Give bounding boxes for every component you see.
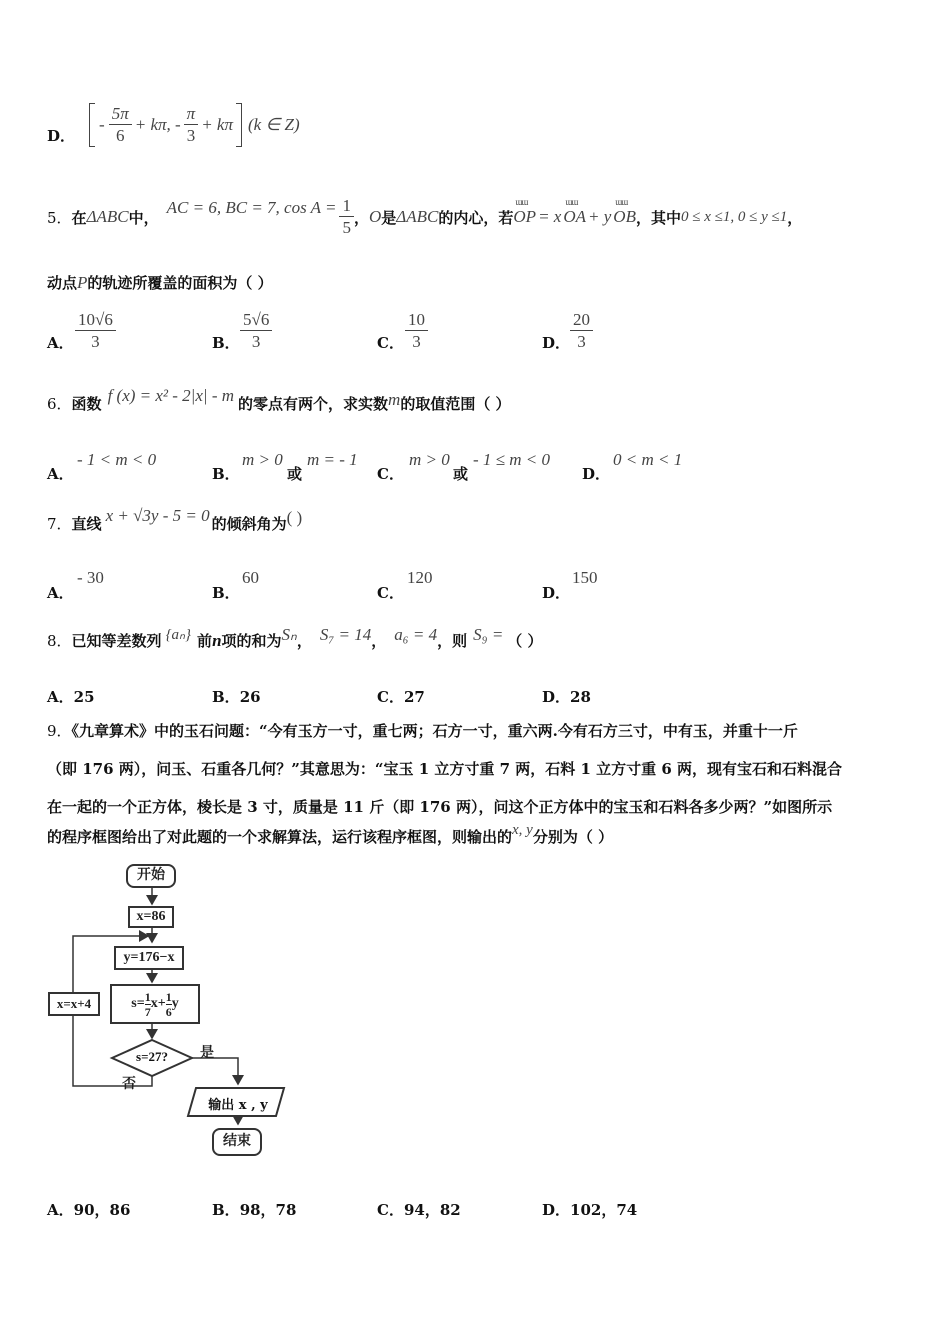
q5-options — [47, 310, 747, 362]
q5-text: 的内心，若 — [438, 208, 514, 227]
q5-text: 是 — [381, 208, 397, 227]
flowchart-output: 输出 x , y — [208, 1098, 268, 1113]
q5-given: AC = 6, BC = 7, cos A = — [166, 198, 337, 217]
flowchart-yes-label: 是 — [200, 1045, 214, 1061]
q8-sn: Sₙ — [281, 624, 297, 644]
q5-option-b-label: B． — [212, 334, 240, 352]
flowchart-y-assign: y=176−x — [114, 946, 184, 970]
q7-option-a-label: A． — [47, 584, 74, 602]
q8-n: n — [212, 630, 222, 650]
q7-options — [47, 568, 767, 604]
q9-options — [47, 1199, 767, 1219]
q5-stem-line2 — [47, 272, 273, 293]
q8-options — [47, 686, 767, 706]
flowchart-end: 结束 — [212, 1128, 262, 1156]
q4-condition: (k ∈ Z) — [248, 115, 300, 134]
q7-stem — [47, 505, 303, 534]
q6-stem — [47, 385, 511, 414]
q5-option-a — [75, 310, 116, 353]
q4-mid: + kπ, - — [134, 115, 181, 134]
q5-p: P — [77, 272, 88, 292]
q7-text: 直线 — [71, 515, 102, 533]
q6-option-c-label: C． — [377, 465, 404, 483]
q8-text: 已知等差数列 — [71, 632, 162, 650]
q7-option-c-label: C． — [377, 584, 404, 602]
q5-text: 中， — [128, 208, 159, 227]
q6-option-c-part1: m > 0 — [409, 450, 450, 469]
q5-option-a-num: 10√6 — [75, 310, 116, 331]
q5-option-c-den: 3 — [412, 332, 421, 351]
q8-option-c-label: C． — [377, 688, 404, 706]
q9-xy: x, y — [512, 822, 533, 838]
q9-text-line3: 在一起的一个正方体，棱长是 3 寸，质量是 11 斤（即 176 两），问这个正方体中的宝玉和石料各多少两？”如图所示 — [47, 798, 833, 816]
q5-option-c-label: C． — [377, 334, 404, 352]
flowchart-s-assign — [110, 984, 200, 1024]
q8-text: ， — [371, 632, 387, 650]
q9-line1 — [47, 720, 798, 741]
flowchart-init: x=86 — [128, 906, 174, 928]
q7-option-b-label: B． — [212, 584, 240, 602]
q9-text-line1: 《九章算术》中的玉石问题：“今有玉方一寸，重七两；石方一寸，重六两.今有石方三寸，中有玉，并重十一斤 — [71, 722, 798, 740]
q5-range: 0 ≤ x ≤1, 0 ≤ y ≤1 — [680, 208, 788, 225]
q8-s9: S₉ = — [473, 624, 504, 644]
q8-stem — [47, 624, 543, 651]
q9-option-d: 102，74 — [570, 1201, 638, 1219]
q8-option-b: 26 — [239, 688, 261, 706]
q6-option-b-part1: m > 0 — [242, 450, 283, 469]
q7-paren: ( ) — [286, 507, 303, 527]
q5-eq: = x — [538, 207, 562, 226]
flowchart-frac1-den: 7 — [144, 1004, 151, 1019]
q9-number: 9． — [47, 722, 72, 740]
q5-vector-op: ɯɯ OP — [513, 207, 536, 227]
q6-option-b-part2: m = - 1 — [307, 450, 358, 469]
q5-text: 的轨迹所覆盖的面积为（ ） — [87, 274, 273, 292]
flowchart-condition: s=27? — [136, 1049, 168, 1064]
q4-option-d — [47, 100, 300, 150]
q7-option-a: - 30 — [77, 568, 104, 587]
q4-frac2-num: π — [184, 104, 199, 125]
q6-option-c-or: 或 — [453, 465, 469, 483]
q9-option-b-label: B． — [212, 1201, 240, 1219]
q8-option-a-label: A． — [47, 688, 74, 706]
q6-option-a-label: A． — [47, 465, 74, 483]
q9-text-line4a: 的程序框图给出了对此题的一个求解算法，运行该程序框图，则输出的 — [47, 828, 513, 846]
q5-plus: + y — [588, 207, 612, 226]
q5-text: ， — [353, 208, 369, 227]
q7-option-c: 120 — [407, 568, 433, 587]
q9-option-c-label: C． — [377, 1201, 404, 1219]
q5-option-b-den: 3 — [251, 332, 261, 351]
q7-option-d: 150 — [572, 568, 598, 587]
q8-option-a: 25 — [73, 688, 95, 706]
q4-tail: + kπ — [201, 115, 233, 134]
q4-bracket-right — [236, 103, 242, 147]
q8-s7: S₇ = 14 — [319, 624, 372, 644]
q4-bracket-left — [89, 103, 95, 147]
q6-m: m — [388, 389, 401, 409]
flowchart-start: 开始 — [126, 864, 176, 888]
q6-text: 函数 — [71, 395, 102, 413]
q6-option-b-or: 或 — [287, 465, 303, 483]
q6-options — [47, 450, 767, 486]
q6-text: 的取值范围（ ） — [400, 395, 511, 413]
q4-frac2-den: 3 — [186, 125, 196, 145]
flowchart-loop: x=x+4 — [48, 992, 100, 1016]
q5-triangle: ΔABC — [86, 207, 129, 226]
q5-text: ，其中 — [635, 208, 681, 227]
q5-triangle: ΔABC — [396, 207, 439, 226]
q6-option-a: - 1 < m < 0 — [77, 450, 157, 469]
q8-text: 项的和为 — [221, 632, 282, 650]
q5-o: O — [368, 207, 382, 226]
q6-option-b-label: B． — [212, 465, 240, 483]
q9-option-c: 94，82 — [403, 1201, 461, 1219]
q4-frac1-den: 6 — [115, 125, 125, 145]
q9-text-line2: （即 176 两），问玉、石重各几何？”其意思为：“宝玉 1 立方寸重 7 两，石料 1 立方寸重 6 两，现有宝石和石料混合 — [47, 760, 843, 778]
flowchart-no-label: 否 — [122, 1076, 136, 1092]
q5-option-a-label: A． — [47, 334, 74, 352]
q5-option-b-num: 5√6 — [240, 310, 272, 331]
q4-minus: - — [99, 115, 105, 134]
q9-option-d-label: D． — [542, 1201, 571, 1219]
q5-text: 在 — [71, 208, 87, 227]
q7-number: 7． — [47, 515, 72, 533]
q5-option-d-num: 20 — [570, 310, 593, 331]
q5-vector-oa: ɯɯ OA — [563, 207, 586, 227]
q8-text: （ ） — [507, 632, 543, 650]
q4-frac1 — [109, 104, 132, 147]
q8-option-c: 27 — [403, 688, 425, 706]
q6-number: 6． — [47, 395, 72, 413]
q5-option-a-den: 3 — [91, 332, 100, 351]
q9-line4 — [47, 822, 614, 847]
q5-text: ， — [787, 208, 803, 227]
q5-cos-frac — [339, 196, 354, 239]
q8-option-d: 28 — [570, 688, 591, 706]
q4-option-d-label: D． — [47, 126, 76, 145]
q5-text: 动点 — [47, 274, 78, 292]
flowchart-s-tail: y — [171, 996, 179, 1011]
q6-option-d: 0 < m < 1 — [613, 450, 683, 469]
q6-option-d-label: D． — [582, 465, 611, 483]
q5-option-c — [405, 310, 428, 353]
q5-option-d — [570, 310, 593, 353]
q4-frac1-num: 5π — [109, 104, 132, 125]
q9-option-b: 98，78 — [239, 1201, 297, 1219]
flowchart-frac2-den: 6 — [165, 1004, 172, 1019]
q6-option-c-part2: - 1 ≤ m < 0 — [473, 450, 550, 469]
q8-text: ，则 — [437, 632, 468, 650]
q8-option-d-label: D． — [542, 688, 571, 706]
q9-flowchart — [40, 858, 310, 1168]
q8-a6: a₆ = 4 — [394, 624, 438, 644]
q7-text: 的倾斜角为 — [211, 515, 287, 533]
q7-line-equation: x + √3y - 5 = 0 — [105, 505, 210, 525]
q6-text: 的零点有两个，求实数 — [238, 395, 389, 413]
q8-sequence: {aₙ} — [165, 627, 192, 643]
q8-number: 8． — [47, 632, 72, 650]
q9-text-line4b: 分别为（ ） — [532, 828, 614, 846]
q9-option-a: 90，86 — [73, 1201, 131, 1219]
q9-option-a-label: A． — [47, 1201, 74, 1219]
q5-option-d-den: 3 — [577, 332, 586, 351]
q4-frac2 — [184, 104, 199, 147]
flowchart-frac2-num: 1 — [165, 989, 172, 1004]
q5-vector-ob: ɯɯ OB — [613, 207, 636, 227]
q5-number: 5． — [47, 208, 72, 227]
q7-option-b: 60 — [242, 568, 259, 587]
flowchart-s-mid: x+ — [150, 996, 166, 1011]
q5-stem-line1 — [47, 190, 802, 244]
flowchart-s-prefix: s= — [131, 996, 145, 1011]
q8-option-b-label: B． — [212, 688, 240, 706]
q6-function: f (x) = x² - 2|x| - m — [107, 385, 235, 405]
q5-option-c-num: 10 — [405, 310, 428, 331]
q8-text: 前 — [197, 632, 213, 650]
q8-text: ， — [296, 632, 312, 650]
q7-option-d-label: D． — [542, 584, 571, 602]
q5-cos-num: 1 — [339, 196, 354, 217]
q5-cos-den: 5 — [342, 217, 351, 237]
q5-option-b — [240, 310, 272, 353]
flowchart-frac1-num: 1 — [144, 989, 151, 1004]
q5-option-d-label: D． — [542, 334, 571, 352]
